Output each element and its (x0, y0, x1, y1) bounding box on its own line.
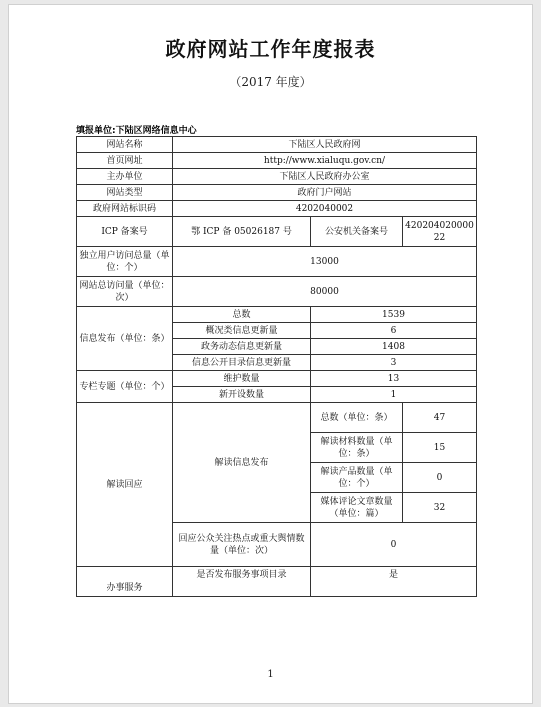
table-row (77, 185, 477, 201)
row-label: 信息发布（单位：条） (77, 307, 173, 371)
row-label: ICP 备案号 (77, 217, 173, 247)
item-label: 概况类信息更新量 (173, 323, 311, 339)
row-value: 下陆区人民政府网 (173, 137, 477, 153)
row-value: 4202040002 (173, 201, 477, 217)
item-label: 解读材料数量（单位：条） (311, 433, 403, 463)
item-label: 媒体评论文章数量（单位：篇） (311, 493, 403, 523)
table-row (77, 169, 477, 185)
item-value: 1 (311, 387, 477, 403)
row-label: 独立用户访问总量（单位：个） (77, 247, 173, 277)
report-table (76, 136, 477, 597)
item-label: 新开设数量 (173, 387, 311, 403)
row-value: 42020402000022 (403, 217, 477, 247)
item-label: 信息公开目录信息更新量 (173, 355, 311, 371)
item-value: 0 (403, 463, 477, 493)
row-value: 13000 (173, 247, 477, 277)
item-label: 解读产品数量（单位：个） (311, 463, 403, 493)
row-label: 政府网站标识码 (77, 201, 173, 217)
row-label: 公安机关备案号 (311, 217, 403, 247)
row-label: 网站类型 (77, 185, 173, 201)
item-value: 6 (311, 323, 477, 339)
row-label: 首页网址 (77, 153, 173, 169)
row-label: 办事服务 (77, 567, 173, 597)
row-label: 解读回应 (77, 403, 173, 567)
item-label: 回应公众关注热点或重大舆情数量（单位：次） (173, 523, 311, 567)
table-row (77, 403, 477, 433)
table-row (77, 277, 477, 307)
page-number: 1 (267, 669, 274, 680)
row-label: 专栏专题（单位：个） (77, 371, 173, 403)
table-row (77, 217, 477, 247)
item-label: 是否发布服务事项目录 (173, 567, 311, 597)
table-row (77, 137, 477, 153)
item-value: 0 (311, 523, 477, 567)
item-value: 47 (403, 403, 477, 433)
item-label: 政务动态信息更新量 (173, 339, 311, 355)
item-value: 1539 (311, 307, 477, 323)
row-label: 主办单位 (77, 169, 173, 185)
row-value: 下陆区人民政府办公室 (173, 169, 477, 185)
page-subtitle: （2017 年度） (229, 75, 312, 89)
table-row (77, 307, 477, 323)
sub-label: 解读信息发布 (173, 403, 311, 523)
row-value: 80000 (173, 277, 477, 307)
row-label: 网站总访问量（单位：次） (77, 277, 173, 307)
table-row (77, 371, 477, 387)
item-value: 是 (311, 567, 477, 597)
table-row (77, 201, 477, 217)
row-value: 政府门户网站 (173, 185, 477, 201)
table-row (77, 567, 477, 597)
document-page (8, 4, 533, 704)
item-value: 32 (403, 493, 477, 523)
item-value: 3 (311, 355, 477, 371)
filler-unit: 填报单位:下陆区网络信息中心 (76, 126, 197, 136)
item-value: 1408 (311, 339, 477, 355)
item-label: 总数（单位：条） (311, 403, 403, 433)
item-value: 13 (311, 371, 477, 387)
table-row (77, 247, 477, 277)
page-title: 政府网站工作年度报表 (165, 37, 376, 61)
item-label: 维护数量 (173, 371, 311, 387)
row-label: 网站名称 (77, 137, 173, 153)
row-value: 鄂 ICP 备 05026187 号 (173, 217, 311, 247)
item-label: 总数 (173, 307, 311, 323)
homepage-url: http://www.xialuqu.gov.cn/ (173, 153, 477, 169)
table-row (77, 153, 477, 169)
item-value: 15 (403, 433, 477, 463)
